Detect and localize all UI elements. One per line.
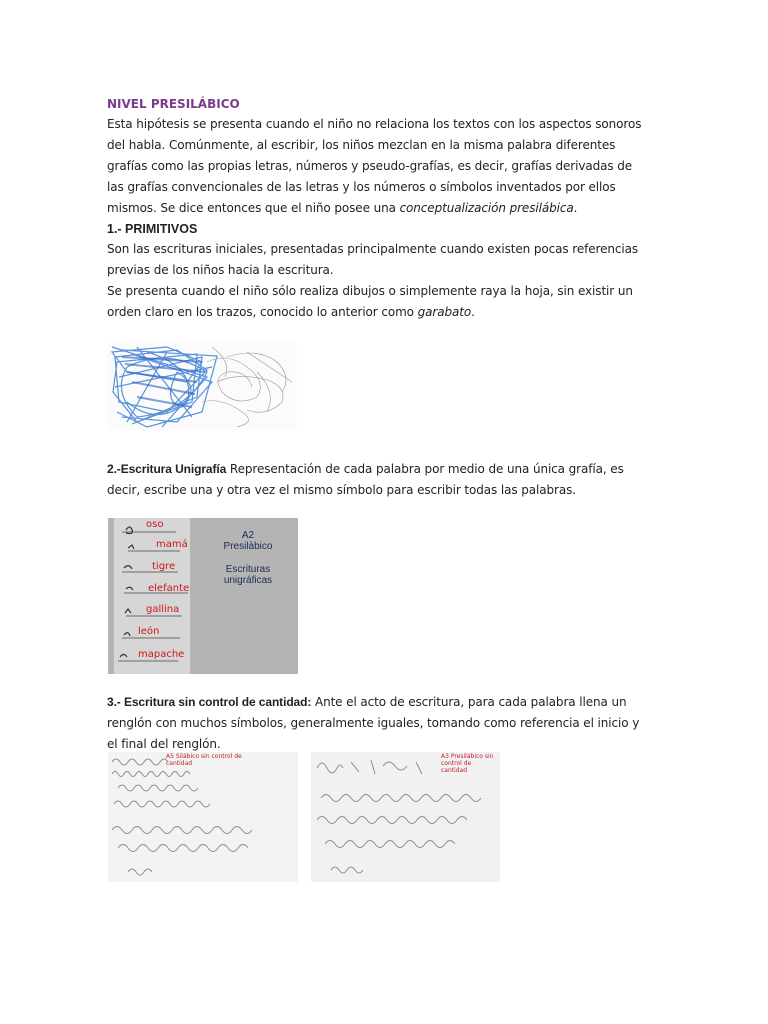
left-image-note: A5 Silábico sin control de cantidad [166, 753, 242, 767]
document-body [107, 94, 652, 323]
word-elefante: elefante [148, 583, 190, 594]
word-leon: león [138, 626, 160, 637]
sin-control-image-right [311, 752, 500, 882]
word-gallina: gallina [146, 604, 180, 615]
word-oso: oso [146, 519, 164, 530]
intro-text: Esta hipótesis se presenta cuando el niño no relaciona los textos con los aspectos sonoros del habla. Comúnmente, al escribir, los niños mezclan en la misma palabra diferentes grafías como las propias letras, números y pseudo-grafías, es decir, grafías derivadas de las grafías convencionales de las letras y los números o símbolos inventados por ellos mismos. Se dice entonces que el niño posee una [107, 117, 642, 215]
sin-control-paragraph [107, 692, 652, 755]
garabato-emphasis: garabato [417, 305, 472, 319]
primitivos-paragraph-1: Son las escrituras iniciales, presentadas principalmente cuando existen pocas referencias previas de los niños hacia la escritura. [107, 242, 639, 277]
section-title: NIVEL PRESILÁBICO [107, 97, 240, 111]
caption-presilabico: Presilàbico [223, 541, 273, 552]
sin-control-image-left [108, 752, 298, 882]
primitivos-end: . [471, 305, 475, 319]
word-mapache: mapache [138, 649, 185, 660]
primitivos-paragraph-2 [107, 281, 652, 323]
word-mama: mamá [156, 539, 188, 550]
unigrafia-paragraph [107, 459, 652, 501]
right-image-note: A3 Presilábico sin control de cantidad [441, 753, 494, 774]
caption-unigraficas: unigráficas [223, 575, 273, 586]
right-scribbles-svg [311, 752, 500, 882]
primitivos-text: Se presenta cuando el niño sólo realiza dibujos o simplemente raya la hoja, sin existir un orden claro en los trazos, conocido lo anterior como [107, 284, 633, 319]
left-scribbles-svg [108, 752, 298, 882]
unigrafia-text: Representación de cada palabra por medio de una única grafía, es decir, escribe una y otra vez el mismo símbolo para escribir todas las palabras. [107, 462, 624, 497]
unigrafia-caption [208, 530, 288, 586]
caption-a2: A2 [241, 530, 255, 541]
intro-emphasis: conceptualización presilábica [399, 201, 574, 215]
sin-control-heading: 3.- Escritura sin control de cantidad: [107, 695, 312, 709]
intro-paragraph [107, 114, 652, 219]
primitivos-heading: 1.- PRIMITIVOS [107, 222, 198, 236]
intro-end: . [573, 201, 578, 215]
word-tigre: tigre [152, 561, 176, 572]
unigrafia-image [108, 518, 298, 674]
scribble-drawing-image [107, 342, 297, 430]
caption-escrituras: Escrituras [225, 564, 271, 575]
sin-control-text: Ante el acto de escritura, para cada palabra llena un renglón con muchos símbolos, generalmente iguales, tomando como referencia el inicio y el final del renglón. [107, 695, 640, 751]
scribble-svg [107, 342, 297, 430]
unigrafia-heading: 2.-Escritura Unigrafía [107, 462, 227, 476]
